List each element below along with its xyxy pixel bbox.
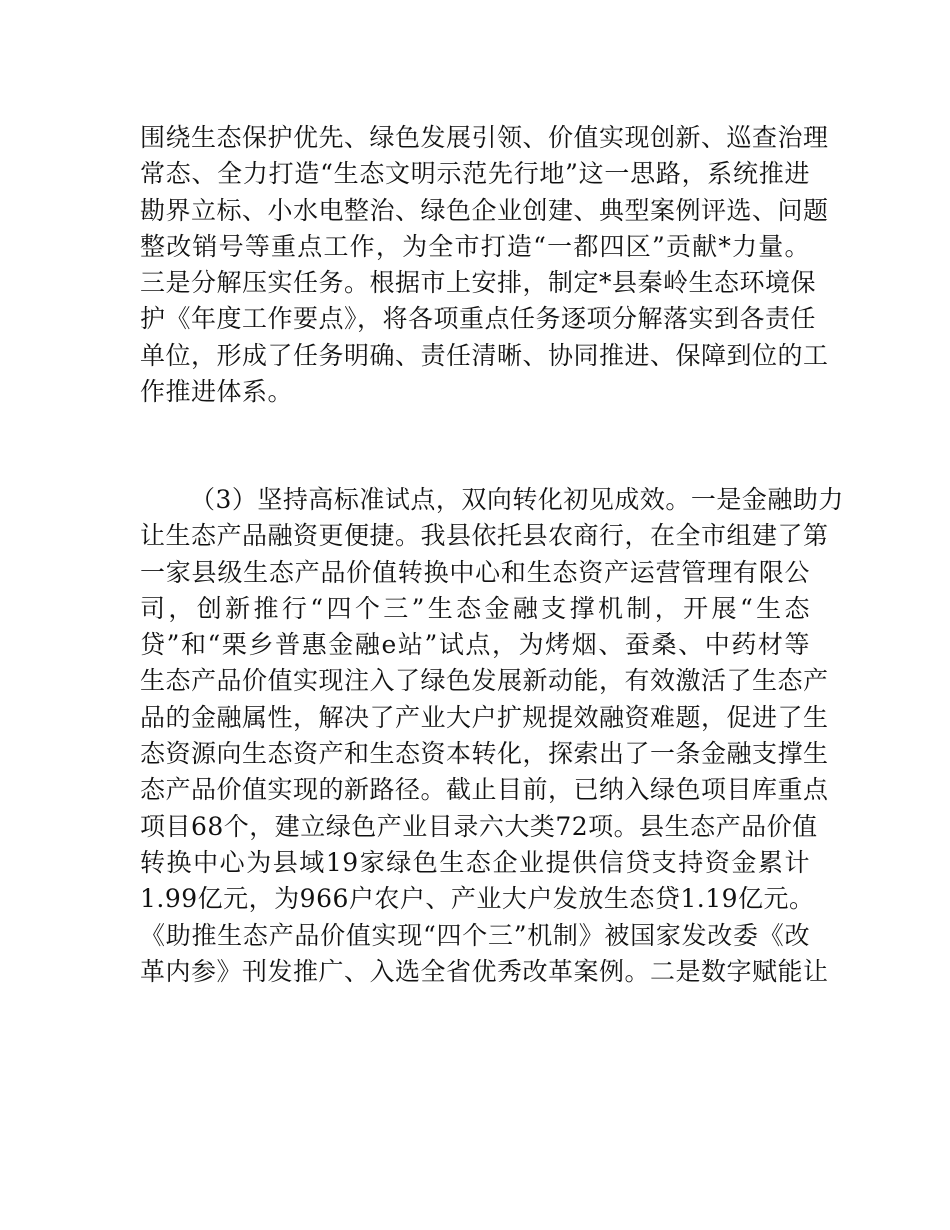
paragraph-line: 生态产品价值实现注入了绿色发展新动能，有效激活了生态产 — [140, 666, 829, 696]
paragraph-line: 围绕生态保护优先、绿色发展引领、价值实现创新、巡查治理 — [140, 123, 829, 152]
paragraph-1 — [140, 120, 829, 410]
paragraph-line: 三是分解压实任务。根据市上安排，制定*县秦岭生态环境保 — [140, 268, 817, 298]
paragraph-2 — [140, 482, 844, 990]
paragraph-line: 整改销号等重点工作，为全市打造“一都四区”贡献*力量。 — [140, 231, 810, 261]
paragraph-line: 一家县级生态产品价值转换中心和生态资产运营管理有限公 — [140, 557, 810, 587]
paragraph-line: 转换中心为县域19家绿色生态企业提供信贷支持资金累计 — [140, 847, 810, 877]
paragraph-line: 常态、全力打造“生态文明示范先行地”这一思路，系统推进 — [140, 159, 810, 189]
paragraph-line: 革内参》刊发推广、入选全省优秀改革案例。二是数字赋能让 — [140, 956, 829, 986]
paragraph-line: 态资源向生态资产和生态资本转化，探索出了一条金融支撑生 — [140, 739, 829, 769]
paragraph-line: 态产品价值实现的新路径。截止目前，已纳入绿色项目库重点 — [140, 775, 829, 805]
paragraph-line: 1.99亿元，为966户农户、产业大户发放生态贷1.19亿元。 — [140, 884, 815, 914]
paragraph-line: 作推进体系。 — [140, 377, 294, 407]
paragraph-line: 项目68个，建立绿色产业目录六大类72项。县生态产品价值 — [140, 811, 818, 841]
paragraph-line: 勘界立标、小水电整治、绿色企业创建、典型案例评选、问题 — [140, 195, 829, 225]
paragraph-line: 护《年度工作要点》，将各项重点任务逐项分解落实到各责任 — [140, 304, 817, 334]
paragraph-line: 单位，形成了任务明确、责任清晰、协同推进、保障到位的工 — [140, 340, 829, 370]
paragraph-line: 《助推生态产品价值实现“四个三”机制》被国家发改委《改 — [140, 920, 810, 950]
paragraph-line: 让生态产品融资更便捷。我县依托县农商行，在全市组建了第 — [140, 521, 829, 551]
paragraph-line: （3）坚持高标准试点，双向转化初见成效。一是金融助力 — [190, 485, 844, 514]
paragraph-line: 司，创新推行“四个三”生态金融支撑机制，开展“生态 — [140, 593, 810, 623]
paragraph-line: 品的金融属性，解决了产业大户扩规提效融资难题，促进了生 — [140, 702, 829, 732]
paragraph-line: 贷”和“栗乡普惠金融e站”试点，为烤烟、蚕桑、中药材等 — [140, 630, 810, 660]
